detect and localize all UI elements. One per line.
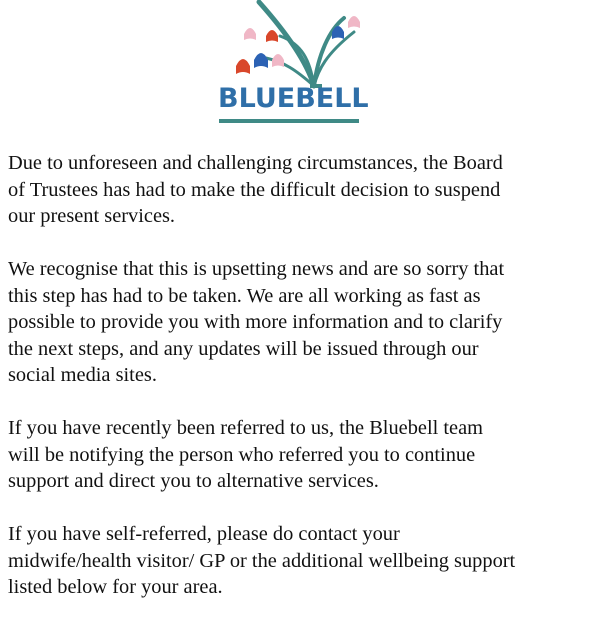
bluebell-flower-icon — [214, 0, 364, 90]
paragraph-suspension: Due to unforeseen and challenging circumstances, the Board of Trustees has had to make the difficult decision to suspend our present services. — [8, 152, 503, 227]
logo-underline — [219, 119, 359, 123]
paragraph-apology: We recognise that this is upsetting news and are so sorry that this step has had to be taken. We are all working as fast as possible to provide you with more information and to clarify the next steps, and any updates will be issued through our social media sites. — [8, 258, 505, 386]
logo-wordmark: BLUEBELL — [218, 83, 369, 114]
paragraph-referred: If you have recently been referred to us, the Bluebell team will be notifying the person who referred you to continue support and direct you to alternative services. — [8, 417, 484, 492]
bluebell-logo — [214, 0, 369, 126]
paragraph-self-referred: If you have self-referred, please do contact your midwife/health visitor/ GP or the additional wellbeing support listed below for your area. — [8, 523, 516, 598]
announcement-body — [8, 150, 598, 627]
